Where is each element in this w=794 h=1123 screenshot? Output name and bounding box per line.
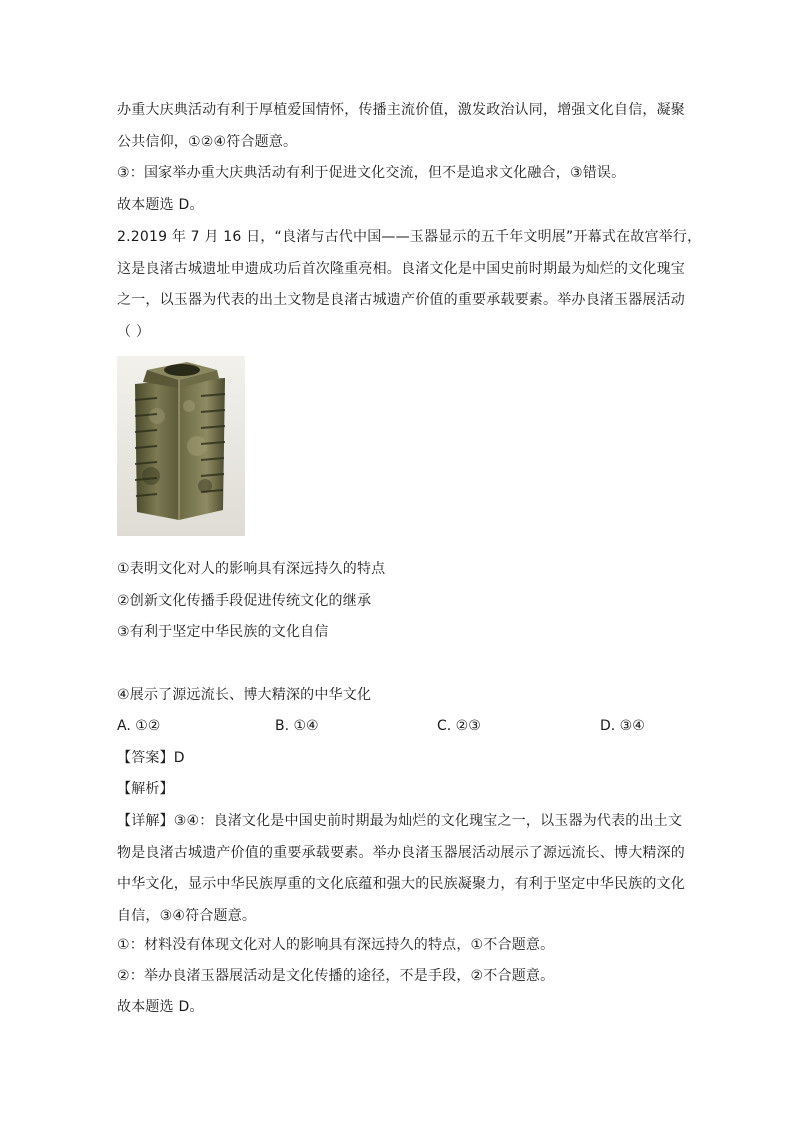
jade-cong-photo: [117, 356, 245, 536]
statement-2: ②创新文化传播手段促进传统文化的继承: [117, 593, 372, 609]
question-stem: 2.2019 年 7 月 16 日，“良渚与古代中国——玉器显示的五千年文明展”开幕式在故宫举行，: [117, 229, 702, 245]
jade-cong-illustration: [117, 356, 245, 536]
text-line: 办重大庆典活动有利于厚植爱国情怀，传播主流价值，激发政治认同，增强文化自信，凝聚: [117, 102, 685, 118]
analysis-label: 【解析】: [117, 781, 174, 797]
question-stem: 这是良渚古城遗址申遗成功后首次隆重亮相。良渚文化是中国史前时期最为灿烂的文化瑰宝: [117, 261, 685, 277]
option-d: D. ③④: [600, 718, 645, 734]
option-b: B. ①④: [275, 718, 319, 734]
detail-text: ①：材料没有体现文化对人的影响具有深远持久的特点，①不合题意。: [117, 937, 555, 953]
detail-text: 中华文化，显示中华民族厚重的文化底蕴和强大的民族凝聚力，有利于坚定中华民族的文化: [117, 876, 685, 892]
option-c: C. ②③: [437, 718, 481, 734]
statement-3: ③有利于坚定中华民族的文化自信: [117, 624, 329, 640]
answer-options: [117, 716, 677, 736]
option-a: A. ①②: [117, 718, 161, 734]
text-line: 公共信仰，①②④符合题意。: [117, 134, 298, 150]
detail-text: 自信，③④符合题意。: [117, 908, 257, 924]
detail-text: 物是良渚古城遗产价值的重要承载要素。举办良渚玉器展活动展示了源远流长、博大精深的: [117, 845, 685, 861]
detail-text: ②：举办良渚玉器展活动是文化传播的途径，不是手段，②不合题意。: [117, 968, 555, 984]
question-blank: （ ）: [117, 324, 151, 340]
text-line: ③：国家举办重大庆典活动有利于促进文化交流，但不是追求文化融合，③错误。: [117, 165, 626, 181]
detail-text: 故本题选 D。: [117, 999, 204, 1015]
statement-4: ④展示了源远流长、博大精深的中华文化: [117, 687, 372, 703]
text-line: 故本题选 D。: [117, 197, 204, 213]
question-stem: 之一，以玉器为代表的出土文物是良渚古城遗产价值的重要承载要素。举办良渚玉器展活动: [117, 292, 685, 308]
statement-1: ①表明文化对人的影响具有深远持久的特点: [117, 561, 386, 577]
answer-label: 【答案】D: [117, 750, 185, 766]
detail-text: 【详解】③④：良渚文化是中国史前时期最为灿烂的文化瑰宝之一，以玉器为代表的出土文: [117, 813, 683, 829]
